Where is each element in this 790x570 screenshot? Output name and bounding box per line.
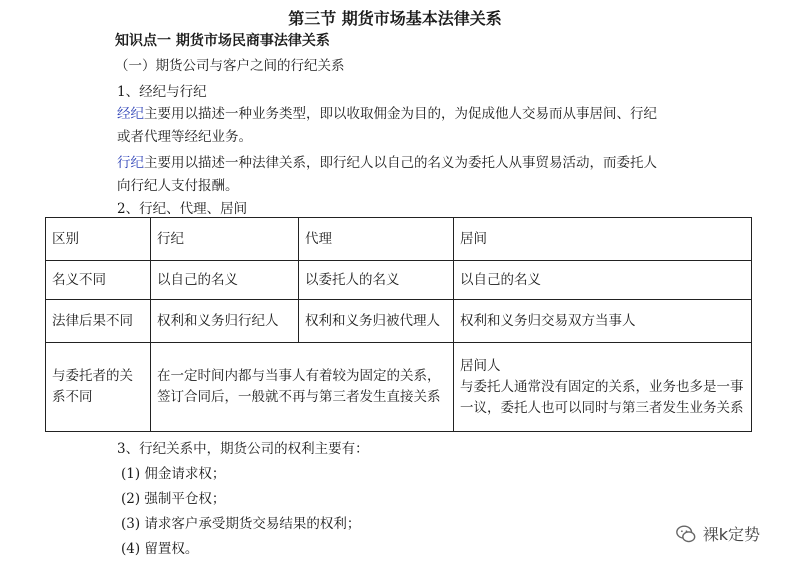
watermark — [675, 522, 760, 545]
table-row — [46, 300, 752, 343]
table-cell — [46, 343, 151, 432]
term-brokerage: 经纪 — [117, 106, 144, 122]
table-cell: 权利和义务归行纪人 — [151, 300, 299, 343]
header-cell: 居间 — [454, 218, 752, 261]
table-row — [46, 261, 752, 300]
header-cell: 行纪 — [151, 218, 299, 261]
table-cell: 以自己的名义 — [454, 261, 752, 300]
point1-heading: 1、经纪与行纪 — [117, 84, 207, 100]
table-cell-merged — [151, 343, 454, 432]
table-cell: 名义不同 — [46, 261, 151, 300]
table-cell: 权利和义务归被代理人 — [299, 300, 454, 343]
paragraph-text: 主要用以描述一种法律关系，即行纪人以自己的名义为委托人从事贸易活动，而委托人 — [144, 155, 657, 171]
table-cell: 以委托人的名义 — [299, 261, 454, 300]
paragraph-text: 主要用以描述一种业务类型，即以收取佣金为目的，为促成他人交易而从事居间、行纪 — [144, 106, 657, 122]
point3-heading: 3、行纪关系中，期货公司的权利主要有： — [117, 441, 369, 457]
watermark-text: 裸k定势 — [702, 525, 760, 544]
paragraph-brokerage — [117, 102, 657, 122]
list-item: (3) 请求客户承受期货交易结果的权利； — [121, 516, 361, 532]
cell-line: 与委托人通常没有固定的关系，业务也多是一事 — [460, 378, 744, 395]
table-cell: 法律后果不同 — [46, 300, 151, 343]
table-header-row — [46, 218, 752, 261]
cell-line: 系不同 — [52, 389, 93, 405]
list-item: (2) 强制平仓权； — [121, 491, 226, 507]
table-cell: 以自己的名义 — [151, 261, 299, 300]
page-title: 第三节 期货市场基本法律关系 — [288, 9, 502, 28]
paragraph-commission — [117, 151, 657, 171]
header-cell: 代理 — [299, 218, 454, 261]
section-heading: 知识点一 期货市场民商事法律关系 — [115, 33, 330, 49]
table-row — [46, 343, 752, 432]
subsection-heading: （一）期货公司与客户之间的行纪关系 — [115, 58, 345, 74]
header-cell: 区别 — [46, 218, 151, 261]
list-item: (1) 佣金请求权； — [121, 466, 226, 482]
comparison-table — [45, 217, 752, 432]
wechat-icon — [675, 523, 697, 545]
cell-line: 与委托者的关 — [52, 368, 133, 384]
list-item: (4) 留置权。 — [121, 541, 199, 557]
term-commission: 行纪 — [117, 155, 144, 171]
table-cell: 权利和义务归交易双方当事人 — [454, 300, 752, 343]
point2-heading: 2、行纪、代理、居间 — [117, 201, 248, 217]
paragraph-brokerage-cont: 或者代理等经纪业务。 — [117, 129, 252, 145]
table-cell — [454, 343, 752, 432]
cell-line: 一议，委托人也可以同时与第三者发生业务关系 — [460, 399, 744, 416]
cell-line: 居间人 — [460, 357, 501, 374]
paragraph-commission-cont: 向行纪人支付报酬。 — [117, 178, 239, 194]
cell-line: 签订合同后，一般就不再与第三者发生直接关系 — [157, 389, 441, 405]
cell-line: 在一定时间内都与当事人有着较为固定的关系， — [157, 368, 441, 384]
